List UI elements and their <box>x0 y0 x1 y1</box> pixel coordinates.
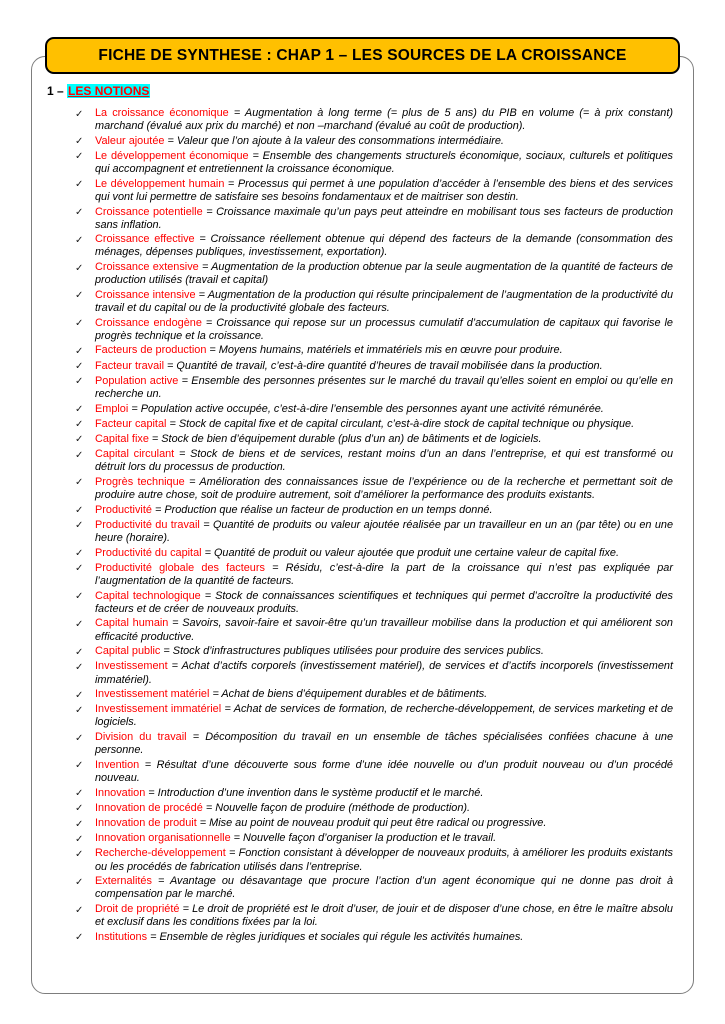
definition: = Augmentation à long terme (= plus de 5 ans) du PIB en volume (= à prix constant) marchand (évalué aux prix du marché) et non –marchand (évalué au coût de production). <box>95 107 674 133</box>
term: Productivité globale des facteurs <box>95 561 265 574</box>
list-item <box>75 787 673 801</box>
definition: = Moyens humains, matériels et immatériels mis en œuvre pour produire. <box>209 344 563 357</box>
definition: = Ensemble des changements structurels économique, sociaux, culturels et politiques qui accompagnent et entretiennent la croissance économique. <box>95 149 673 176</box>
checkmark-icon: ✓ <box>75 404 84 416</box>
item-text <box>95 289 673 315</box>
checkmark-icon: ✓ <box>75 108 84 120</box>
list-item <box>75 289 673 315</box>
checkmark-icon: ✓ <box>75 548 84 560</box>
checkmark-icon: ✓ <box>75 591 84 603</box>
list-item <box>75 931 673 945</box>
list-item <box>75 590 673 616</box>
checkmark-icon: ✓ <box>75 661 84 673</box>
list-item <box>75 519 673 545</box>
list-item <box>75 360 673 374</box>
term: Croissance potentielle <box>95 205 203 218</box>
definition: = Résultat d’une découverte sous forme d’une idée nouvelle ou d’un produit nouveau ou d’un procédé nouveau. <box>95 758 673 785</box>
checkmark-icon: ✓ <box>75 361 84 373</box>
item-text <box>95 150 673 176</box>
definition: = Achat d’actifs corporels (investissement matériel), de services et d’actifs incorporels (investissement immatériel). <box>95 660 673 686</box>
item-text <box>95 375 673 401</box>
term: Innovation de procédé <box>95 801 203 814</box>
item-text <box>95 703 673 729</box>
definition: = Quantité de produit ou valeur ajoutée que produit une certaine valeur de capital fixe. <box>204 546 620 559</box>
item-text <box>95 504 673 518</box>
definition: = Croissance maximale qu’un pays peut atteindre en mobilisant tous ses facteurs de production sans inflation. <box>95 205 674 231</box>
term: Institutions <box>95 930 148 943</box>
item-text <box>95 178 673 204</box>
section-label: LES NOTIONS <box>68 84 150 98</box>
item-text <box>95 448 673 474</box>
definition: = Stock de capital fixe et de capital circulant, c’est-à-dire stock de capital technique ou physique. <box>169 417 635 430</box>
item-text <box>95 403 673 417</box>
item-text <box>95 617 673 643</box>
item-text <box>95 547 673 561</box>
item-text <box>95 476 673 502</box>
definition: = Quantité de travail, c’est-à-dire quantité d’heures de travail mobilisée dans la production. <box>167 359 603 372</box>
checkmark-icon: ✓ <box>75 207 84 219</box>
item-text <box>95 802 673 816</box>
term: Productivité du travail <box>95 518 200 531</box>
definition: = Population active occupée, c’est-à-dire l’ensemble des personnes ayant une activité rémunérée. <box>131 402 604 415</box>
list-item <box>75 562 673 588</box>
checkmark-icon: ✓ <box>75 179 84 191</box>
list-item <box>75 107 673 133</box>
checkmark-icon: ✓ <box>75 704 84 716</box>
definition: = Augmentation de la production obtenue par la seule augmentation de la quantité de facteurs de production utilisés (travail et capital) <box>95 261 673 287</box>
definition: = Amélioration des connaissances issue de l’expérience ou de la recherche et permettant soit de produire autre chose, soit de produire autrement, soit d’améliorer la performance des produits existants. <box>95 475 673 502</box>
item-text <box>95 832 673 846</box>
term: Investissement matériel <box>95 688 210 701</box>
term: Le développement économique <box>95 149 249 162</box>
list-item <box>75 418 673 432</box>
definition: = Valeur que l’on ajoute à la valeur des consommations intermédiaire. <box>167 134 504 147</box>
item-text <box>95 562 673 588</box>
checkmark-icon: ✓ <box>75 618 84 630</box>
checkmark-icon: ✓ <box>75 932 84 944</box>
term: Croissance intensive <box>95 288 196 301</box>
checkmark-icon: ✓ <box>75 876 84 888</box>
list-item <box>75 233 673 259</box>
checkmark-icon: ✓ <box>75 376 84 388</box>
term: Productivité <box>95 503 152 516</box>
term: Facteurs de production <box>95 344 207 357</box>
definition: = Introduction d’une invention dans le système productif et le marché. <box>148 786 484 799</box>
list-item <box>75 817 673 831</box>
term: Capital fixe <box>95 432 149 445</box>
checkmark-icon: ✓ <box>75 345 84 357</box>
item-text <box>95 759 673 785</box>
notions-list <box>75 107 673 946</box>
definition: = Stock de biens et de services, restant moins d’un an dans l’entreprise, et qui est transformé ou détruit lors du processus de production. <box>95 448 673 474</box>
checkmark-icon: ✓ <box>75 760 84 772</box>
term: Population active <box>95 374 179 387</box>
list-item <box>75 660 673 686</box>
item-text <box>95 660 673 686</box>
definition: = Quantité de produits ou valeur ajoutée réalisée par un travailleur en un an (par tête) ou en une heure (horaire). <box>95 518 673 544</box>
term: Croissance endogène <box>95 316 202 329</box>
checkmark-icon: ✓ <box>75 434 84 446</box>
definition: = Ensemble des personnes présentes sur le marché du travail qu’elles soient en emploi ou qu’elle en recherche un. <box>95 374 673 400</box>
list-item <box>75 135 673 149</box>
checkmark-icon: ✓ <box>75 290 84 302</box>
definition: = Stock d’infrastructures publiques utilisées pour produire des services publics. <box>163 645 544 658</box>
list-item <box>75 504 673 518</box>
definition: = Nouvelle façon d’organiser la production et le travail. <box>233 832 497 845</box>
term: Innovation de produit <box>95 817 197 830</box>
item-text <box>95 903 673 929</box>
term: Innovation organisationnelle <box>95 832 231 845</box>
section-number: 1 – <box>47 84 64 98</box>
item-text <box>95 344 673 358</box>
title-banner <box>45 37 680 74</box>
item-text <box>95 875 673 901</box>
list-item <box>75 178 673 204</box>
checkmark-icon: ✓ <box>75 689 84 701</box>
term: Emploi <box>95 402 129 415</box>
list-item <box>75 903 673 929</box>
checkmark-icon: ✓ <box>75 732 84 744</box>
list-item <box>75 448 673 474</box>
list-item <box>75 317 673 343</box>
checkmark-icon: ✓ <box>75 833 84 845</box>
term: Croissance extensive <box>95 261 199 274</box>
item-text <box>95 135 673 149</box>
term: Investissement immatériel <box>95 703 222 716</box>
list-item <box>75 403 673 417</box>
definition: = Stock de connaissances scientifiques et techniques qui permet d’accroître la productivité des facteurs et de créer de nouveaux produits. <box>95 589 674 615</box>
term: Valeur ajoutée <box>95 134 165 147</box>
definition: = Stock de bien d’équipement durable (plus d’un an) de bâtiments et de logiciels. <box>151 432 542 445</box>
definition: = Nouvelle façon de produire (méthode de production). <box>205 801 471 814</box>
checkmark-icon: ✓ <box>75 848 84 860</box>
list-item <box>75 344 673 358</box>
list-item <box>75 703 673 729</box>
term: Externalités <box>95 875 152 888</box>
term: Capital circulant <box>95 448 175 461</box>
definition: = Ensemble de règles juridiques et sociales qui régule les activités humaines. <box>150 930 524 943</box>
list-item <box>75 547 673 561</box>
checkmark-icon: ✓ <box>75 262 84 274</box>
checkmark-icon: ✓ <box>75 818 84 830</box>
term: Division du travail <box>95 731 187 744</box>
definition: = Décomposition du travail en un ensemble de tâches spécialisées confiées chacune à une personne. <box>95 731 673 757</box>
item-text <box>95 107 673 133</box>
item-text <box>95 590 673 616</box>
definition: = Croissance qui repose sur un processus cumulatif d’accumulation de capitaux qui favorise le progrès technique et la croissance. <box>95 316 673 342</box>
list-item <box>75 759 673 785</box>
checkmark-icon: ✓ <box>75 788 84 800</box>
item-text <box>95 931 673 945</box>
checkmark-icon: ✓ <box>75 477 84 489</box>
checkmark-icon: ✓ <box>75 318 84 330</box>
item-text <box>95 360 673 374</box>
document-title: FICHE DE SYNTHESE : CHAP 1 – LES SOURCES DE LA CROISSANCE <box>98 46 627 64</box>
term: Facteur travail <box>95 359 164 372</box>
term: Droit de propriété <box>95 903 180 916</box>
term: Investissement <box>95 660 168 673</box>
list-item <box>75 847 673 873</box>
list-item <box>75 433 673 447</box>
checkmark-icon: ✓ <box>75 505 84 517</box>
definition: = Achat de services de formation, de recherche-développement, de services marketing et de logiciels. <box>95 703 674 729</box>
definition: = Résidu, c’est-à-dire la part de la croissance qui n’est pas expliquée par l’augmentation de la quantité de facteurs. <box>95 561 673 587</box>
term: Croissance effective <box>95 233 195 246</box>
list-item <box>75 688 673 702</box>
checkmark-icon: ✓ <box>75 151 84 163</box>
item-text <box>95 206 673 232</box>
item-text <box>95 731 673 757</box>
item-text <box>95 519 673 545</box>
term: Le développement humain <box>95 177 225 190</box>
item-text <box>95 645 673 659</box>
list-item <box>75 375 673 401</box>
list-item <box>75 617 673 643</box>
list-item <box>75 832 673 846</box>
item-text <box>95 847 673 873</box>
checkmark-icon: ✓ <box>75 563 84 575</box>
term: La croissance économique <box>95 107 229 119</box>
definition: = Augmentation de la production qui résulte principalement de l’augmentation de la productivité du travail et du capital ou de la productivité globale des facteurs. <box>95 288 673 314</box>
item-text <box>95 787 673 801</box>
section-heading <box>47 84 150 98</box>
list-item <box>75 476 673 502</box>
item-text <box>95 688 673 702</box>
list-item <box>75 875 673 901</box>
definition: = Achat de biens d’équipement durables et de bâtiments. <box>212 688 488 701</box>
item-text <box>95 817 673 831</box>
definition: = Avantage ou désavantage que procure l’action d’un agent économique qui ne donne pas droit à compensation par le marché. <box>95 875 673 901</box>
item-text <box>95 317 673 343</box>
term: Innovation <box>95 786 146 799</box>
definition: = Le droit de propriété est le droit d’user, de jouir et de disposer d’une chose, en être le maître absolu et exclusif dans les conditions fixées par la loi. <box>95 903 673 929</box>
item-text <box>95 433 673 447</box>
definition: = Croissance réellement obtenue qui dépend des facteurs de la demande (consommation des ménages, dépenses publiques, investissement, exportation). <box>95 233 673 259</box>
definition: = Savoirs, savoir-faire et savoir-être qu’un travailleur mobilise dans la production et qui améliorent son efficacité productive. <box>95 617 673 643</box>
list-item <box>75 261 673 287</box>
list-item <box>75 150 673 176</box>
list-item <box>75 206 673 232</box>
list-item <box>75 802 673 816</box>
definition: = Mise au point de nouveau produit qui peut être radical ou progressive. <box>199 817 547 830</box>
item-text <box>95 418 673 432</box>
item-text <box>95 261 673 287</box>
checkmark-icon: ✓ <box>75 904 84 916</box>
checkmark-icon: ✓ <box>75 803 84 815</box>
checkmark-icon: ✓ <box>75 234 84 246</box>
checkmark-icon: ✓ <box>75 449 84 461</box>
term: Capital technologique <box>95 589 201 602</box>
checkmark-icon: ✓ <box>75 646 84 658</box>
term: Progrès technique <box>95 475 185 488</box>
term: Facteur capital <box>95 417 167 430</box>
list-item <box>75 731 673 757</box>
definition: = Fonction consistant à développer de nouveaux produits, à améliorer les produits existants ou les procédés de fabrication utilisés dans l’entreprise. <box>95 847 673 873</box>
checkmark-icon: ✓ <box>75 419 84 431</box>
term: Recherche-développement <box>95 847 226 860</box>
term: Productivité du capital <box>95 546 202 559</box>
list-item <box>75 645 673 659</box>
term: Capital humain <box>95 617 169 630</box>
term: Capital public <box>95 645 161 658</box>
definition: = Processus qui permet à une population d’accéder à l’ensemble des biens et des services qui vont lui permettre de satisfaire ses besoins fondamentaux et de maitriser son destin. <box>95 177 674 203</box>
item-text <box>95 233 673 259</box>
term: Invention <box>95 758 140 771</box>
checkmark-icon: ✓ <box>75 520 84 532</box>
checkmark-icon: ✓ <box>75 136 84 148</box>
definition: = Production que réalise un facteur de production en un temps donné. <box>154 503 493 516</box>
